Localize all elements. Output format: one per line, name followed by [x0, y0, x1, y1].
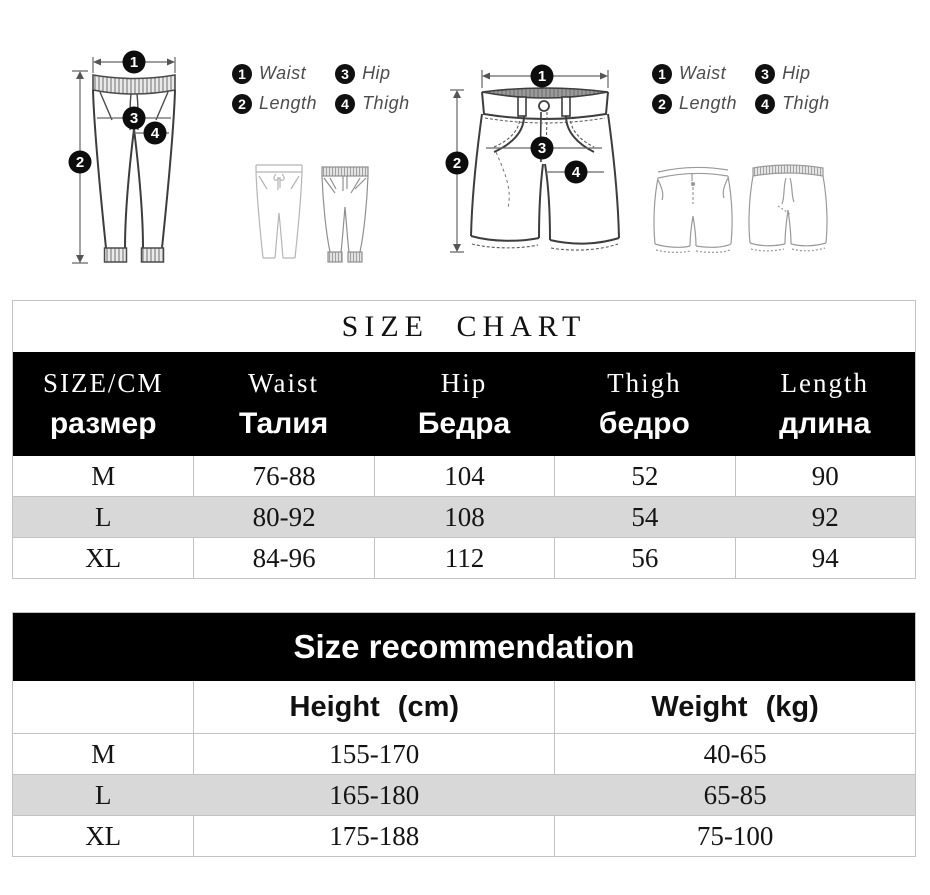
size-cell: M — [91, 460, 116, 491]
height-cell: 155-170 — [193, 734, 554, 774]
length-cell: 94 — [735, 538, 915, 578]
arrowhead — [453, 90, 461, 98]
shorts-marker-3 — [531, 137, 554, 160]
size-row-xl — [13, 537, 915, 578]
height-cell: 175-188 — [193, 816, 554, 856]
recommendation-header-row — [13, 681, 915, 733]
thigh-cell: 52 — [554, 456, 734, 496]
pants-marker-1 — [123, 51, 146, 74]
pants-marker-2 — [69, 151, 92, 174]
size-recommendation-table — [12, 612, 916, 857]
recommendation-row-xl — [13, 815, 915, 856]
arrowhead — [167, 59, 175, 66]
shorts-marker-4 — [565, 161, 588, 184]
column-header-hip: Hip Бедра — [417, 367, 511, 440]
legend-label: Thigh — [782, 93, 830, 113]
size-cell: XL — [85, 820, 122, 851]
hip-cell: 108 — [374, 497, 554, 537]
shorts-outline — [471, 114, 619, 244]
shorts-marker-1 — [531, 65, 554, 88]
column-header-thigh: Thigh бедро — [598, 367, 690, 440]
button — [539, 101, 549, 111]
size-cell: M — [91, 738, 116, 769]
legend-item-hip — [755, 60, 830, 87]
length-cell: 92 — [735, 497, 915, 537]
thigh-cell: 54 — [554, 497, 734, 537]
weight-cell: 75-100 — [554, 816, 915, 856]
pants-cuff — [142, 248, 164, 262]
size-cell: L — [94, 501, 112, 532]
pants-measurement-legend — [232, 60, 410, 117]
mini-shorts-left — [654, 167, 732, 252]
weight-cell: 65-85 — [554, 775, 915, 815]
waist-cell: 76-88 — [193, 456, 373, 496]
legend-label: Length — [679, 93, 738, 113]
arrowhead — [76, 255, 84, 263]
shorts-thumbnails — [648, 158, 828, 258]
length-cell: 90 — [735, 456, 915, 496]
arrowhead — [482, 73, 490, 80]
size-cell: L — [94, 779, 112, 810]
legend-label: Hip — [782, 63, 811, 83]
legend-item-length — [652, 90, 737, 117]
shorts-marker-2 — [446, 152, 469, 175]
pants-cuff — [105, 248, 127, 262]
legend-label: Waist — [259, 63, 307, 83]
thigh-cell: 56 — [554, 538, 734, 578]
recommendation-row-m — [13, 733, 915, 774]
pants-marker-4 — [144, 122, 167, 145]
legend-label: Hip — [362, 63, 391, 83]
size-recommendation-title: Size recommendation — [13, 613, 915, 681]
mini-shorts-right — [749, 165, 827, 251]
arrowhead — [93, 59, 101, 66]
mini-pants-right — [322, 167, 368, 262]
legend-marker: 4 — [335, 94, 355, 114]
svg-text:4: 4 — [571, 164, 581, 181]
waist-cell: 80-92 — [193, 497, 373, 537]
svg-text:1: 1 — [537, 68, 547, 85]
svg-text:2: 2 — [452, 155, 462, 172]
pants-waistband — [93, 75, 175, 94]
column-header-empty — [13, 681, 193, 733]
belt-loop — [562, 97, 570, 116]
svg-text:4: 4 — [150, 125, 160, 142]
shorts-hem-stitching — [472, 244, 618, 250]
legend-label: Waist — [679, 63, 727, 83]
svg-text:3: 3 — [537, 140, 547, 157]
recommendation-body — [13, 733, 915, 856]
shorts-stitching — [485, 112, 605, 208]
weight-cell: 40-65 — [554, 734, 915, 774]
column-header-weight: Weight (kg) — [554, 681, 915, 733]
size-chart-header-row — [13, 352, 915, 456]
shorts-measurement-diagram — [440, 40, 640, 265]
column-header-waist: Waist Талия — [238, 367, 329, 440]
svg-text:2: 2 — [75, 154, 85, 171]
arrowhead — [600, 73, 608, 80]
legend-marker: 1 — [232, 64, 252, 84]
legend-marker: 2 — [652, 94, 672, 114]
legend-item-thigh — [755, 90, 830, 117]
legend-item-hip — [335, 60, 410, 87]
pants-measurement-diagram — [45, 30, 195, 275]
size-chart-body — [13, 456, 915, 578]
svg-text:1: 1 — [129, 54, 139, 71]
pants-thumbnails — [250, 155, 380, 270]
legend-marker: 2 — [232, 94, 252, 114]
mini-pants-left — [256, 165, 302, 258]
size-chart-title: SIZE CHART — [341, 309, 587, 343]
hip-cell: 112 — [374, 538, 554, 578]
legend-label: Thigh — [362, 93, 410, 113]
svg-text:3: 3 — [129, 110, 139, 127]
shorts-waist-opening — [482, 88, 608, 98]
size-row-l — [13, 496, 915, 537]
legend-marker: 3 — [335, 64, 355, 84]
arrowhead — [453, 244, 461, 252]
legend-marker: 1 — [652, 64, 672, 84]
legend-item-thigh — [335, 90, 410, 117]
pants-marker-3 — [123, 107, 146, 130]
size-chart-table — [12, 300, 916, 579]
recommendation-row-l — [13, 774, 915, 815]
legend-item-waist — [232, 60, 317, 87]
height-cell: 165-180 — [193, 775, 554, 815]
legend-item-waist — [652, 60, 737, 87]
legend-label: Length — [259, 93, 318, 113]
legend-item-length — [232, 90, 317, 117]
column-header-size: SIZE/CM размер — [42, 367, 164, 440]
shorts-measurement-legend — [652, 60, 830, 117]
column-header-length: Length длина — [779, 367, 871, 440]
size-row-m — [13, 456, 915, 496]
column-header-height: Height (cm) — [193, 681, 554, 733]
legend-marker: 4 — [755, 94, 775, 114]
belt-loop — [518, 97, 526, 116]
arrowhead — [76, 71, 84, 79]
waist-cell: 84-96 — [193, 538, 373, 578]
size-cell: XL — [85, 542, 122, 573]
hip-cell: 104 — [374, 456, 554, 496]
legend-marker: 3 — [755, 64, 775, 84]
